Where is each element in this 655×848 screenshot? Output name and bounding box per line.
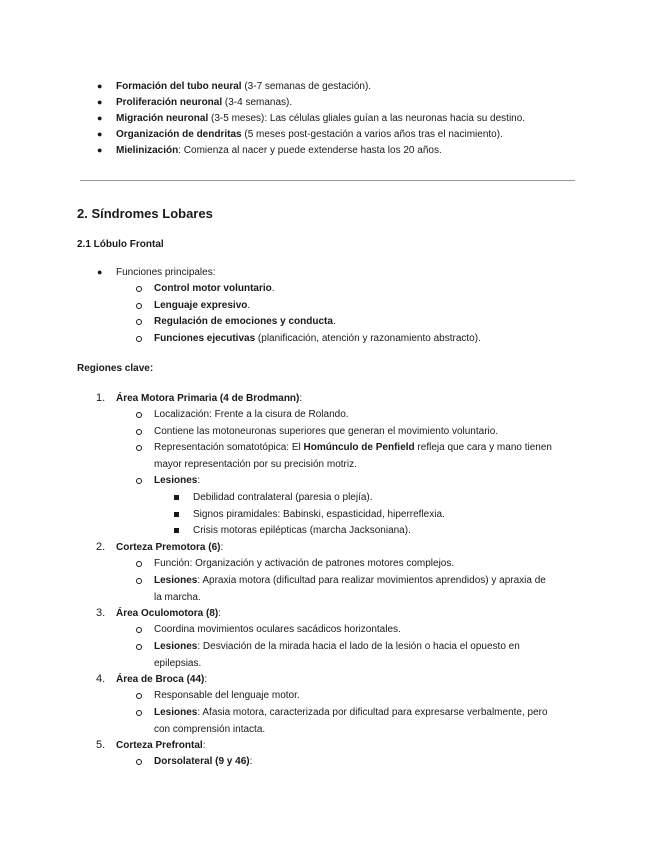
list-item: Crisis motoras epilépticas (marcha Jacksoniana). <box>193 525 411 536</box>
list-number: 2. <box>96 541 106 553</box>
square-bullet <box>174 528 179 533</box>
hollow-bullet <box>136 286 142 292</box>
list-item: Migración neuronal (3-5 meses): Las células gliales guían a las neuronas hacia su destino. <box>116 113 526 124</box>
horizontal-divider <box>80 180 575 181</box>
region-title: Área Motora Primaria (4 de Brodmann): <box>116 393 303 404</box>
bullet-dot: ● <box>97 267 103 277</box>
list-item: Control motor voluntario. <box>154 283 275 294</box>
list-item: Coordina movimientos oculares sacádicos horizontales. <box>154 624 401 635</box>
bullet-dot: ● <box>97 81 103 91</box>
hollow-bullet <box>136 445 142 451</box>
list-item: Formación del tubo neural (3-7 semanas de gestación). <box>116 81 372 92</box>
list-item-continuation: mayor representación por su precisión motriz. <box>154 459 357 470</box>
list-number: 1. <box>96 392 106 404</box>
regions-label: Regiones clave: <box>77 363 154 374</box>
section-title: 2. Síndromes Lobares <box>77 206 213 221</box>
list-item: Mielinización: Comienza al nacer y puede extenderse hasta los 20 años. <box>116 145 442 156</box>
region-title: Corteza Premotora (6): <box>116 542 224 553</box>
list-item: Lesiones: Afasia motora, caracterizada por dificultad para expresarse verbalmente, pero <box>154 707 548 718</box>
hollow-bullet <box>136 429 142 435</box>
list-item: Lenguaje expresivo. <box>154 300 251 311</box>
region-title: Área Oculomotora (8): <box>116 608 222 619</box>
hollow-bullet <box>136 644 142 650</box>
square-bullet <box>174 512 179 517</box>
list-item: Lesiones: <box>154 475 201 486</box>
bullet-dot: ● <box>97 129 103 139</box>
list-item: Signos piramidales: Babinski, espasticidad, hiperreflexia. <box>193 509 445 520</box>
list-item: Proliferación neuronal (3-4 semanas). <box>116 97 293 108</box>
list-item: Lesiones: Desviación de la mirada hacia el lado de la lesión o hacia el opuesto en <box>154 641 520 652</box>
hollow-bullet <box>136 627 142 633</box>
hollow-bullet <box>136 759 142 765</box>
hollow-bullet <box>136 710 142 716</box>
list-item: Localización: Frente a la cisura de Rolando. <box>154 409 349 420</box>
hollow-bullet <box>136 303 142 309</box>
hollow-bullet <box>136 578 142 584</box>
hollow-bullet <box>136 336 142 342</box>
subsection-title: 2.1 Lóbulo Frontal <box>77 239 164 250</box>
region-title: Área de Broca (44): <box>116 674 208 685</box>
list-item: Dorsolateral (9 y 46): <box>154 756 253 767</box>
list-item-continuation: la marcha. <box>154 592 201 603</box>
hollow-bullet <box>136 478 142 484</box>
hollow-bullet <box>136 412 142 418</box>
list-item: Representación somatotópica: El Homúnculo de Penfield refleja que cara y mano tienen <box>154 442 552 453</box>
bullet-dot: ● <box>97 145 103 155</box>
list-item: Función: Organización y activación de patrones motores complejos. <box>154 558 455 569</box>
bullet-dot: ● <box>97 97 103 107</box>
list-item: Funciones ejecutivas (planificación, atención y razonamiento abstracto). <box>154 333 481 344</box>
list-item: Contiene las motoneuronas superiores que generan el movimiento voluntario. <box>154 426 499 437</box>
hollow-bullet <box>136 319 142 325</box>
square-bullet <box>174 495 179 500</box>
hollow-bullet <box>136 693 142 699</box>
list-number: 4. <box>96 673 106 685</box>
list-item: Lesiones: Apraxia motora (dificultad para realizar movimientos aprendidos) y apraxia de <box>154 575 546 586</box>
list-number: 5. <box>96 739 106 751</box>
list-item: Regulación de emociones y conducta. <box>154 316 336 327</box>
list-item: Organización de dendritas (5 meses post-gestación a varios años tras el nacimiento). <box>116 129 503 140</box>
list-item-continuation: con comprensión intacta. <box>154 724 266 735</box>
region-title: Corteza Prefrontal: <box>116 740 206 751</box>
functions-label: Funciones principales: <box>116 267 216 278</box>
list-item: Debilidad contralateral (paresia o plejía). <box>193 492 373 503</box>
list-item: Responsable del lenguaje motor. <box>154 690 300 701</box>
list-number: 3. <box>96 607 106 619</box>
hollow-bullet <box>136 561 142 567</box>
list-item-continuation: epilepsias. <box>154 658 202 669</box>
bullet-dot: ● <box>97 113 103 123</box>
